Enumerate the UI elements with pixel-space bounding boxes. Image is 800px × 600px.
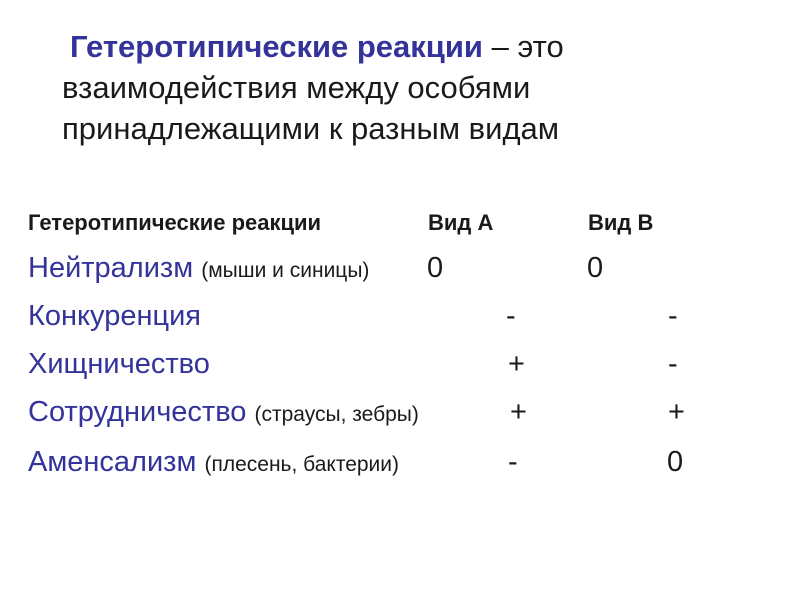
definition-line-1 [62,26,762,67]
table-row-neutralism [28,252,768,296]
table-row-amensalism [28,446,768,490]
species-b-value: 0 [667,446,684,478]
header-species-a: Вид А [428,210,494,235]
reaction-label: Сотрудничество [28,396,247,428]
species-a-value: + [508,348,525,380]
definition-line-2: взаимодействия между особями [62,70,531,105]
species-a-value: - [506,300,516,332]
header-species-b: Вид В [588,210,654,235]
species-b-value: - [668,348,678,380]
definition-line-3: принадлежащими к разным видам [62,111,560,146]
reaction-label: Конкуренция [28,300,202,332]
reaction-name [28,348,210,381]
reaction-example: (мыши и синицы) [201,259,370,282]
reaction-name [28,396,419,429]
reaction-label: Нейтрализм [28,252,194,284]
table-row-competition [28,300,768,344]
species-a-value: + [510,396,527,428]
species-a-value: - [508,446,518,478]
table-row-cooperation [28,396,768,440]
definition-connector: – это [482,29,564,64]
header-reaction-type: Гетеротипические реакции [28,210,322,235]
definition-block [62,26,762,149]
reaction-name [28,252,369,285]
species-b-value: - [668,300,678,332]
reaction-label: Аменсализм [28,446,197,478]
reaction-example: (страусы, зебры) [254,403,419,426]
table-row-predation [28,348,768,392]
species-b-value: + [668,396,685,428]
species-b-value: 0 [587,252,604,284]
species-a-value: 0 [427,252,444,284]
table-header [28,206,768,242]
reaction-name [28,446,399,479]
reaction-example: (плесень, бактерии) [204,453,400,476]
reaction-label: Хищничество [28,348,210,380]
reaction-name [28,300,201,333]
definition-term: Гетеротипические реакции [70,29,483,64]
